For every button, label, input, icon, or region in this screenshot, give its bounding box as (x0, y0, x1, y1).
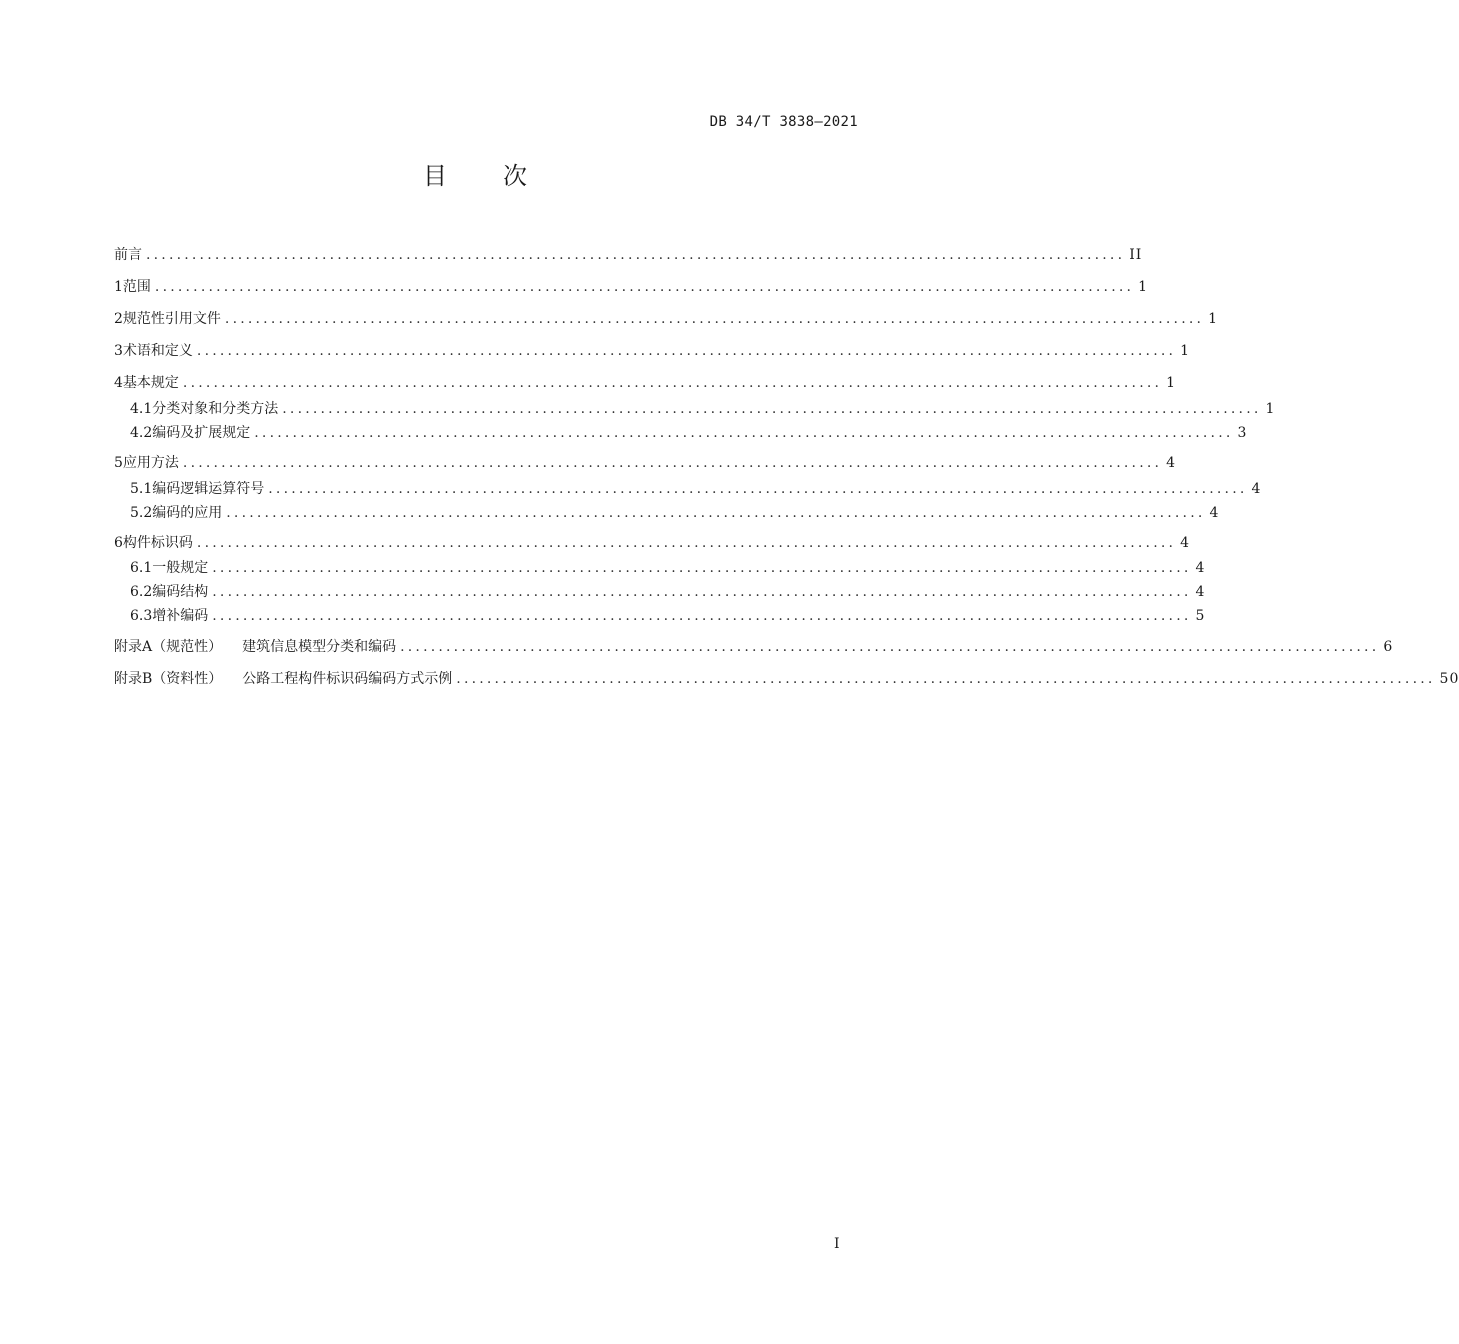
toc-leader-dots: ................................................................................................................................ (196, 343, 1177, 359)
toc-entry-3[interactable] (114, 341, 1191, 361)
toc-page-number: 3 (1237, 425, 1248, 441)
toc-entry-number: 2 (114, 311, 123, 327)
toc-entry-label: 构件标识码 (122, 535, 193, 551)
toc-leader-dots: ................................................................................................................................ (224, 311, 1205, 327)
toc-entry-1[interactable] (114, 277, 1149, 297)
toc-entry-6[interactable] (114, 533, 1191, 553)
toc-entry-appendix-a[interactable] (114, 637, 1394, 657)
toc-entry-6-2[interactable] (130, 582, 1206, 602)
toc-page-number: 4 (1180, 535, 1191, 551)
toc-page-number: 50 (1439, 671, 1459, 687)
toc-leader-dots: ................................................................................................................................ (268, 481, 1248, 497)
toc-entry-5-1[interactable] (130, 479, 1262, 499)
toc-leader-dots: ................................................................................................................................ (400, 639, 1380, 655)
toc-leader-dots: ................................................................................................................................ (212, 584, 1192, 600)
toc-entry-label: 术语和定义 (122, 343, 193, 359)
toc-entry-number: 4.2 (130, 425, 153, 441)
toc-entry-5-2[interactable] (130, 503, 1220, 523)
toc-leader-dots: ................................................................................................................................ (182, 375, 1163, 391)
toc-page-number: 4 (1195, 560, 1206, 576)
page-title: 目次 (423, 162, 583, 190)
toc-page-number: 4 (1251, 481, 1262, 497)
toc-entry-number: 4 (114, 375, 123, 391)
page-number: I (834, 1236, 840, 1252)
toc-entry-preface[interactable] (114, 245, 1143, 265)
toc-leader-dots: ................................................................................................................................ (282, 401, 1262, 417)
toc-leader-dots: ................................................................................................................................ (456, 671, 1436, 687)
toc-entry-label: 编码逻辑运算符号 (152, 481, 265, 497)
toc-page-number: 1 (1265, 401, 1276, 417)
toc-entry-label: 编码的应用 (152, 505, 223, 521)
toc-entry-number: 6.3 (130, 608, 153, 624)
toc-entry-label: 一般规定 (152, 560, 209, 576)
toc-entry-number: 附录B（资料性） (114, 671, 223, 687)
toc-entry-number: 5 (114, 455, 123, 471)
toc-page-number: II (1129, 247, 1143, 263)
toc-page-number: 4 (1195, 584, 1206, 600)
toc-entry-label: 规范性引用文件 (122, 311, 221, 327)
toc-entry-label: 范围 (122, 279, 151, 295)
toc-entry-number: 4.1 (130, 401, 153, 417)
toc-page-number: 6 (1383, 639, 1394, 655)
toc-leader-dots: ................................................................................................................................ (146, 247, 1126, 263)
toc-entry-label: 公路工程构件标识码编码方式示例 (242, 671, 453, 687)
toc-page-number: 1 (1180, 343, 1191, 359)
toc-leader-dots: ................................................................................................................................ (154, 279, 1135, 295)
toc-entry-4-2[interactable] (130, 423, 1248, 443)
toc-leader-dots: ................................................................................................................................ (182, 455, 1163, 471)
toc-entry-label: 基本规定 (122, 375, 179, 391)
toc-entry-label: 建筑信息模型分类和编码 (242, 639, 397, 655)
toc-entry-label: 编码及扩展规定 (152, 425, 251, 441)
toc-page-number: 1 (1138, 279, 1149, 295)
toc-entry-number: 6.1 (130, 560, 153, 576)
toc-leader-dots: ................................................................................................................................ (254, 425, 1234, 441)
toc-entry-label: 应用方法 (122, 455, 179, 471)
toc-page-number: 1 (1166, 375, 1177, 391)
toc-entry-label: 增补编码 (152, 608, 209, 624)
toc-entry-6-3[interactable] (130, 606, 1206, 626)
toc-leader-dots: ................................................................................................................................ (196, 535, 1177, 551)
standard-code: DB 34/T 3838—2021 (709, 114, 858, 130)
toc-page-number: 4 (1166, 455, 1177, 471)
toc-entry-6-1[interactable] (130, 558, 1206, 578)
toc-entry-number: 6.2 (130, 584, 153, 600)
toc-entry-4[interactable] (114, 373, 1177, 393)
toc-entry-5[interactable] (114, 453, 1177, 473)
toc-entry-number: 6 (114, 535, 123, 551)
toc-entry-number: 3 (114, 343, 123, 359)
toc-page-number: 1 (1208, 311, 1219, 327)
toc-entry-number: 附录A（规范性） (114, 639, 223, 655)
toc-entry-number: 1 (114, 279, 123, 295)
toc-entry-2[interactable] (114, 309, 1219, 329)
toc-page-number: 4 (1209, 505, 1220, 521)
toc-leader-dots: ................................................................................................................................ (212, 608, 1192, 624)
toc-leader-dots: ................................................................................................................................ (226, 505, 1206, 521)
toc-entry-4-1[interactable] (130, 399, 1276, 419)
toc-entry-number: 5.1 (130, 481, 153, 497)
toc-entry-label: 编码结构 (152, 584, 209, 600)
toc-entry-label: 前言 (114, 247, 142, 263)
toc-leader-dots: ................................................................................................................................ (212, 560, 1192, 576)
toc-page-number: 5 (1195, 608, 1206, 624)
toc-entry-label: 分类对象和分类方法 (152, 401, 279, 417)
toc-entry-appendix-b[interactable] (114, 669, 1459, 689)
toc-entry-number: 5.2 (130, 505, 153, 521)
